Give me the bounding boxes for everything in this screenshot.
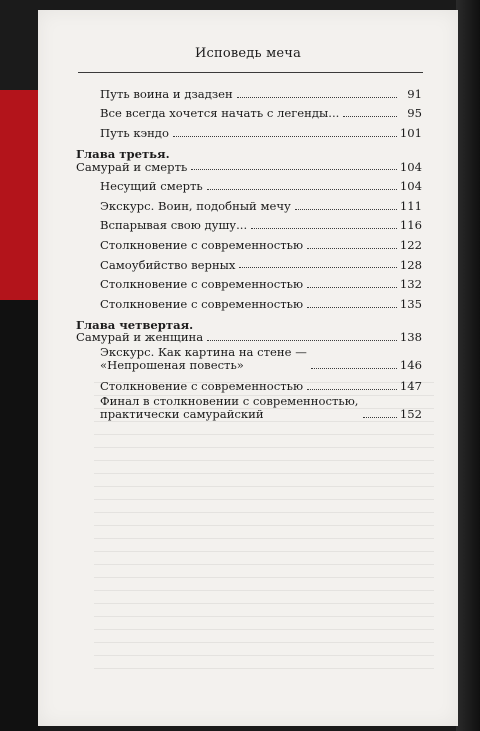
- toc-leader-dots: [295, 209, 397, 210]
- toc-entry-page: 132: [399, 277, 422, 292]
- toc-entry-title: Экскурс. Воин, подобный мечу: [100, 198, 291, 213]
- toc-entry-title: Вспарывая свою душу...: [100, 218, 248, 233]
- toc-entry-title: Столкновение с современностью: [100, 238, 304, 252]
- toc-leader-dots: [307, 307, 397, 308]
- toc-leader-dots: [251, 228, 397, 229]
- toc-entry-page: 101: [399, 126, 422, 141]
- toc-entry: [76, 393, 422, 423]
- toc-entry-title: Все всегда хочется начать с легенды...: [100, 106, 340, 121]
- toc-leader-dots: [363, 417, 397, 418]
- toc-entry: [76, 81, 422, 101]
- toc-leader-dots: [207, 340, 397, 341]
- toc-leader-dots: [239, 267, 396, 268]
- toc-leader-dots: [237, 97, 397, 98]
- toc-entry-page: 135: [399, 296, 422, 311]
- header-rule: [78, 72, 423, 73]
- toc-entry: [76, 173, 422, 193]
- toc-chapter-label: Глава четвертая.: [76, 317, 194, 332]
- toc-leader-dots: [343, 116, 397, 117]
- toc-entry: [76, 252, 422, 272]
- toc-entry-title: Столкновение с современностью: [100, 296, 304, 311]
- toc-entry-title: Экскурс. Как картина на стене — «Непрошеная повесть»: [100, 345, 307, 372]
- toc-entry-title: Несущий смерть: [100, 179, 203, 194]
- toc-chapter-heading: [76, 306, 205, 344]
- toc-chapter-label: Глава третья.: [76, 146, 170, 161]
- toc-entry-title: Столкновение с современностью: [100, 379, 304, 394]
- toc-leader-dots: [307, 287, 397, 288]
- toc-entry-page: 104: [399, 179, 422, 194]
- toc-chapter-title: Самурай и женщина: [76, 330, 204, 345]
- toc-entry-page: 111: [399, 198, 422, 213]
- table-of-contents: [76, 81, 422, 423]
- toc-chapter: [76, 146, 422, 174]
- toc-entry: [76, 213, 422, 233]
- toc-entry: [76, 271, 422, 291]
- toc-leader-dots: [207, 189, 397, 190]
- toc-chapter-page: 104: [399, 159, 422, 174]
- toc-entry-page: 147: [399, 379, 422, 394]
- toc-chapter-heading: [76, 135, 189, 173]
- toc-entry-page: 122: [399, 238, 422, 252]
- running-head: Исповедь меча: [194, 46, 302, 61]
- toc-entry-page: 146: [399, 357, 422, 372]
- toc-leader-dots: [307, 389, 397, 390]
- toc-entry: [76, 374, 422, 394]
- toc-chapter-page: 138: [399, 330, 422, 345]
- page-paper: [38, 10, 458, 726]
- toc-entry-page: 128: [399, 257, 422, 272]
- cover-edge-left: [0, 0, 40, 731]
- toc-leader-dots: [307, 248, 397, 249]
- cover-edge-right: [456, 0, 480, 731]
- toc-entry: [76, 344, 422, 374]
- toc-entry-title: Путь кэндо: [100, 126, 169, 141]
- toc-entry: [76, 193, 422, 213]
- toc-leader-dots: [191, 169, 397, 170]
- toc-entry-page: 95: [407, 106, 422, 121]
- toc-leader-dots: [173, 136, 397, 137]
- toc-entry-title: Финал в столкновении с современностью, практически самурайский: [100, 394, 359, 421]
- toc-entry: [76, 101, 422, 121]
- toc-leader-dots: [311, 368, 397, 369]
- toc-chapter-title: Самурай и смерть: [76, 159, 188, 174]
- toc-entry-title: Самоубийство верных: [100, 257, 236, 272]
- toc-entry-page: 116: [399, 218, 422, 233]
- toc-entry-page: 152: [399, 406, 422, 421]
- toc-entry-page: 91: [407, 86, 422, 101]
- toc-entry-title: Путь воина и дзадзен: [100, 86, 233, 101]
- toc-entry: [76, 232, 422, 252]
- toc-entry-title: Столкновение с современностью: [100, 277, 304, 292]
- toc-chapter: [76, 317, 422, 345]
